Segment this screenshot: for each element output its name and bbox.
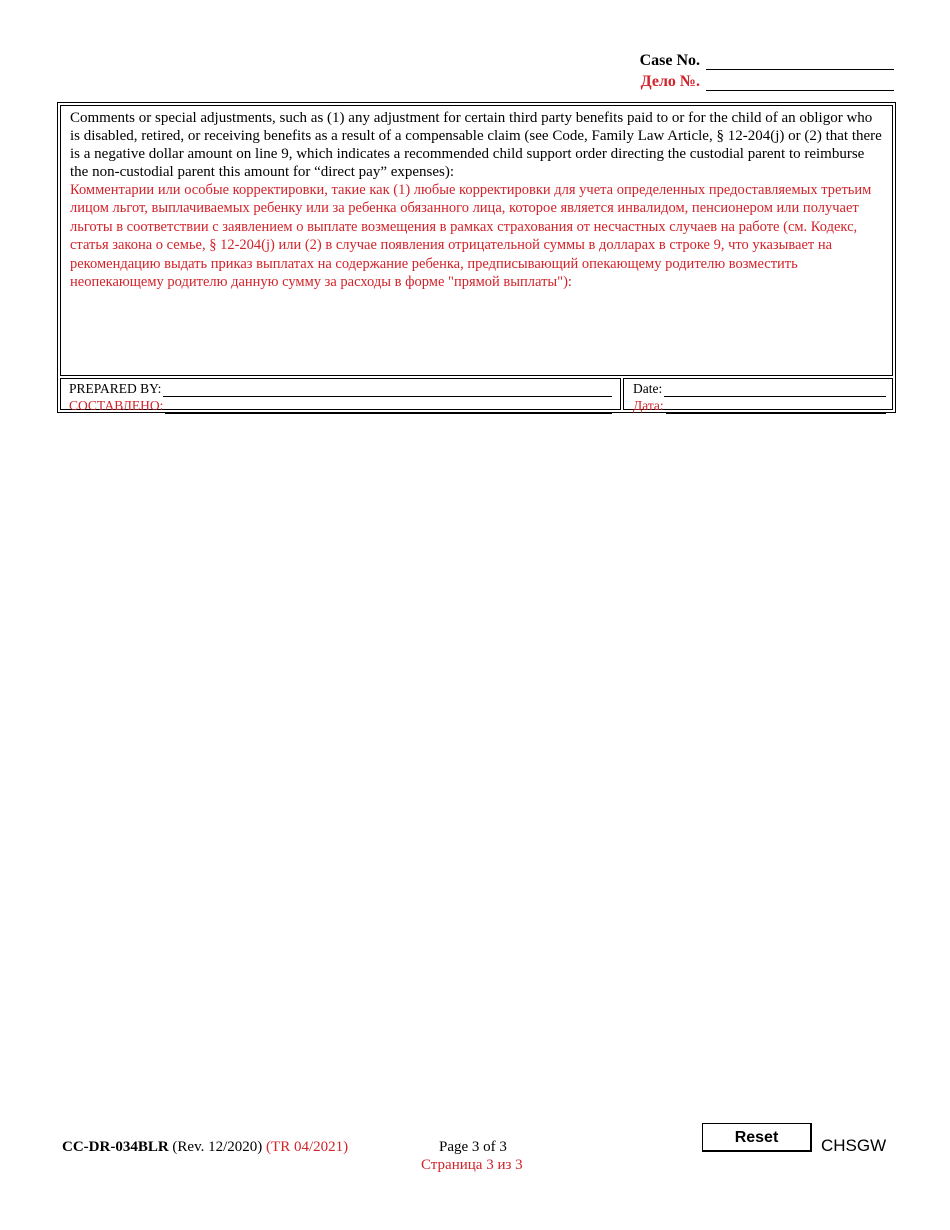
page-number-ru: Страница 3 из 3 xyxy=(421,1157,523,1173)
comments-instructions: Comments or special adjustments, such as (1) any adjustment for certain third party benefits paid to or for the child of an obligor who is disabled, retired, or receiving benefits as a result of a compensable claim (see Code, Family Law Article, § 12-204(j) or (2) that there is a negative dollar amount on line 9, which indicates a recommended child support order directing the custodial parent to reimburse the non-custodial parent this amount for “direct pay” expenses): xyxy=(70,110,882,180)
date-label: Date: xyxy=(633,381,663,396)
form-translation: (TR 04/2021) xyxy=(266,1139,349,1155)
prepared-by-label-ru: СОСТАВЛЕНО: xyxy=(69,398,164,413)
prepared-by-label: PREPARED BY: xyxy=(69,381,162,396)
date-label-ru: Дата: xyxy=(633,398,664,413)
form-id xyxy=(62,1139,348,1156)
prepared-by-line-ru xyxy=(165,400,612,414)
date-input[interactable] xyxy=(664,383,886,397)
date-line-ru xyxy=(666,400,886,414)
case-number-input-ru[interactable] xyxy=(706,74,894,91)
comments-area[interactable] xyxy=(60,105,893,376)
prepared-by-section xyxy=(60,378,621,413)
case-number-label: Case No. xyxy=(639,52,700,69)
reset-button[interactable]: Reset xyxy=(702,1123,812,1152)
form-box xyxy=(57,102,896,413)
date-section xyxy=(623,378,893,413)
prepared-by-input[interactable] xyxy=(163,383,612,397)
case-number-field xyxy=(640,52,894,70)
form-code: CHSGW xyxy=(821,1136,887,1155)
comments-instructions-ru: Комментарии или особые корректировки, такие как (1) любые корректировки для учета определенных предоставляемых третьим лицом льгот, выплачиваемых ребенку или за ребенка обязанного лица, которое является инвалидом, пенсионером или получает льготы в соответствии с заявлением о выплате возмещения в рамках страхования от несчастных случаев на работе (см. Кодекс, статья закона о семье, § 12-204(j) или (2) в случае появления отрицательной суммы в долларах в строке 9, что указывает на рекомендацию выдать приказ выплатах на содержание ребенка, предписывающий опекающему родителю возместить неопекающему родителю данную сумму за расходы в форме "прямой выплаты"): xyxy=(70,182,872,291)
form-number: CC-DR-034BLR xyxy=(62,1139,169,1155)
case-number-label-ru: Дело №. xyxy=(640,73,700,90)
case-number-field-ru xyxy=(641,73,894,91)
form-revision: (Rev. 12/2020) xyxy=(172,1139,263,1155)
page-number: Page 3 of 3 xyxy=(439,1139,507,1155)
case-number-input[interactable] xyxy=(706,53,894,70)
